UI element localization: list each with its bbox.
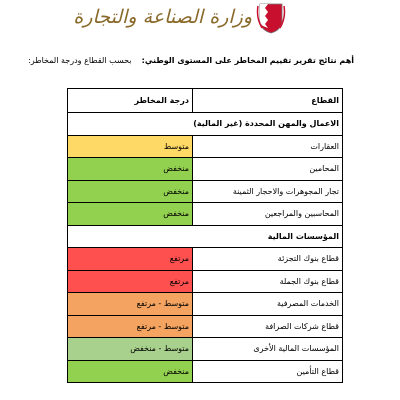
table-row [68,338,343,361]
risk-level-cell: منخفض [68,158,193,181]
sector-cell: قطاع التأمين [193,360,343,383]
table-row [68,158,343,181]
section-title: المؤسسات المالية [68,225,343,248]
table-row [68,293,343,316]
section-row [68,225,343,248]
table-row [68,315,343,338]
header-risk: درجة المخاطر [68,89,193,113]
sector-cell: تجار المجوهرات والاحجار الثمينة [193,180,343,203]
section-row [68,113,343,136]
bahrain-emblem-icon [256,2,286,34]
report-intro [24,56,354,65]
intro-title: أهم نتائج تقرير تقييم المخاطر على المستوى الوطني: [141,56,354,65]
header-sector: القطاع [193,89,343,113]
intro-subtitle: بحسب القطاع ودرجة المخاطر: [28,56,132,65]
sector-cell: قطاع بنوك التجزئة [193,248,343,271]
risk-level-cell: متوسط - منخفض [68,338,193,361]
sector-cell: العقارات [193,135,343,158]
table-row [68,270,343,293]
table-row [68,203,343,226]
sector-cell: المؤسسات المالية الأخرى [193,338,343,361]
table-row [68,248,343,271]
risk-table [67,88,343,383]
risk-level-cell: متوسط - مرتفع [68,293,193,316]
letterhead [0,2,400,34]
risk-level-cell: مرتفع [68,248,193,271]
sector-cell: المحامين [193,158,343,181]
table-row [68,135,343,158]
table-body [68,113,343,383]
risk-level-cell: متوسط - مرتفع [68,315,193,338]
sector-cell: الخدمات المصرفية [193,293,343,316]
section-title: الاعمال والمهن المحددة (غير المالية) [68,113,343,136]
risk-level-cell: منخفض [68,203,193,226]
table-row [68,360,343,383]
sector-cell: قطاع شركات الصرافة [193,315,343,338]
risk-level-cell: مرتفع [68,270,193,293]
table-row [68,180,343,203]
sector-cell: قطاع بنوك الجملة [193,270,343,293]
sector-cell: المحاسبين والمراجعين [193,203,343,226]
risk-level-cell: منخفض [68,360,193,383]
ministry-name: وزارة الصناعة والتجارة [73,6,252,28]
risk-level-cell: منخفض [68,180,193,203]
risk-level-cell: متوسط [68,135,193,158]
table-header-row [68,89,343,113]
